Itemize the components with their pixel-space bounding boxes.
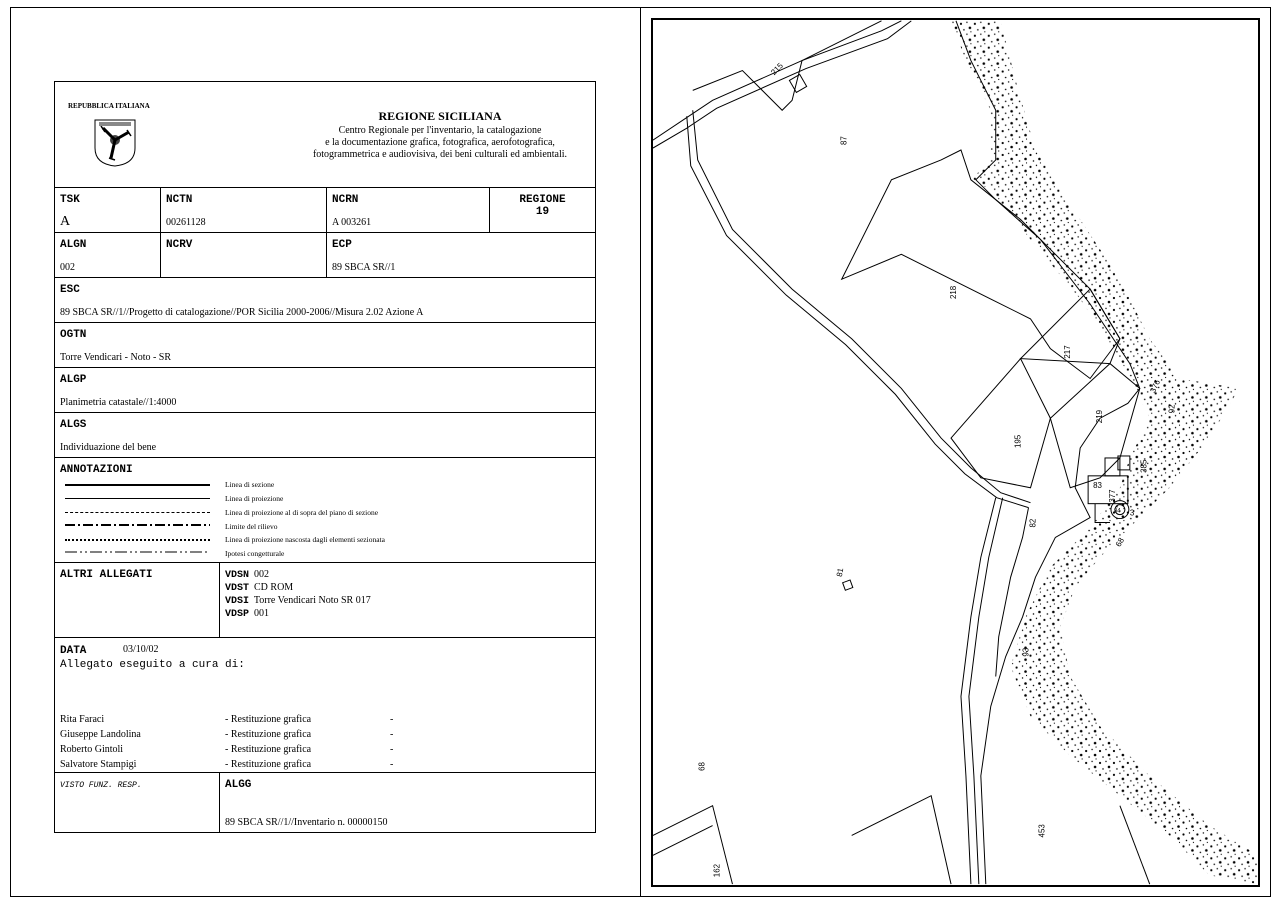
legend-line-above [65, 512, 210, 513]
algp-label: ALGP [60, 374, 87, 386]
person-row [60, 712, 590, 727]
person-name: Giuseppe Landolina [60, 729, 141, 740]
map-label: 162 [712, 863, 722, 878]
region-title: REGIONE SICILIANA [378, 109, 502, 123]
algn-label: ALGN [60, 239, 87, 251]
visto-cell [55, 773, 219, 833]
map-label: 68 [697, 762, 707, 771]
legend-line-projection [65, 498, 210, 499]
map-label: 82 [1028, 518, 1038, 528]
parcel-162-line [653, 826, 713, 856]
person-dash: - [390, 714, 394, 725]
road-top [653, 21, 901, 140]
nctn-label: NCTN [166, 194, 193, 206]
legend-text-6: Ipotesi congetturale [225, 549, 285, 558]
field-tsk [55, 188, 160, 232]
card-header [55, 82, 595, 188]
person-name: Rita Faraci [60, 714, 105, 725]
person-role: - Restituzione grafica [225, 744, 312, 755]
map-label: 93 [1021, 647, 1031, 657]
field-ncrn [326, 188, 489, 232]
sicily-emblem-icon [93, 118, 137, 168]
parcel-195 [951, 359, 1050, 488]
road-south-2 [969, 498, 1003, 884]
row-allegati [55, 563, 595, 638]
header-subtitle-2: e la documentazione grafica, fotografica, aerofotografica, [325, 137, 555, 148]
road-main [693, 110, 1031, 502]
legend-text-1: Linea di sezione [225, 480, 275, 489]
algs-label: ALGS [60, 419, 87, 431]
annotazioni-label: ANNOTAZIONI [60, 464, 133, 476]
map-label: 92 [1167, 404, 1177, 414]
header-subtitle-3: fotogrammetrica e audiovisiva, dei beni culturali ed ambientali. [312, 149, 568, 160]
regione-label: REGIONE [519, 194, 566, 206]
map-label: 217 [1063, 345, 1073, 359]
person-role: - Restituzione grafica [225, 729, 312, 740]
map-label: 453 [1037, 824, 1047, 838]
field-algn [55, 233, 160, 277]
field-ecp [326, 233, 595, 277]
person-name: Roberto Gintoli [60, 744, 124, 755]
parcel-453-right [1120, 806, 1150, 884]
algg-cell [219, 773, 595, 833]
map-label: 215 [769, 61, 785, 77]
map-label: 83 [1093, 480, 1102, 490]
legend-line-hypothesis [65, 550, 210, 554]
visto-label: VISTO FUNZ. RESP. [60, 781, 142, 790]
structure-81 [843, 580, 853, 590]
nctn-value: 00261128 [166, 217, 206, 228]
person-row [60, 727, 590, 742]
map-label: 68 [1113, 536, 1127, 549]
tsk-label: TSK [60, 194, 80, 206]
person-dash: - [390, 729, 394, 740]
row-annotazioni [55, 458, 595, 563]
curato-label: Allegato eseguito a cura di: [60, 659, 245, 671]
person-row [60, 757, 590, 772]
legend-line-section [65, 484, 210, 486]
map-label: 84 [1113, 508, 1121, 515]
legend-line-hidden [65, 539, 210, 541]
map-label: 87 [839, 136, 849, 146]
esc-value: 89 SBCA SR//1//Progetto di catalogazione//POR Sicilia 2000-2006//Misura 2.02 Azione A [60, 307, 424, 318]
ecp-value: 89 SBCA SR//1 [332, 262, 396, 273]
parcel-453-edge [852, 796, 951, 884]
legend-line-limit [65, 523, 210, 527]
row-algs [55, 413, 595, 458]
map-label: 385 [1139, 459, 1149, 473]
map-label: 3 [1129, 508, 1135, 518]
allegato-vdsi: VDSI Torre Vendicari Noto SR 017 [225, 595, 371, 607]
data-label: DATA [60, 645, 87, 657]
row-algp [55, 368, 595, 413]
ncrv-label: NCRV [166, 239, 193, 251]
allegato-vdsn: VDSN 002 [225, 569, 270, 581]
map-label: 81 [834, 567, 846, 578]
catalog-card [54, 81, 596, 833]
person-dash: - [390, 759, 394, 770]
person-dash: - [390, 744, 394, 755]
legend-text-4: Limite del rilievo [225, 522, 278, 531]
ogtn-value: Torre Vendicari - Noto - SR [60, 352, 172, 363]
field-ncrv [160, 233, 326, 277]
algg-label: ALGG [225, 779, 252, 791]
map-label: 376 [1148, 378, 1163, 395]
allegati-label: ALTRI ALLEGATI [60, 569, 153, 581]
ncrn-label: NCRN [332, 194, 359, 206]
allegato-vdsp: VDSP 001 [225, 608, 270, 620]
map-label: 377 [1107, 489, 1117, 503]
map-label: 218 [948, 285, 958, 300]
row-ogtn [55, 323, 595, 368]
allegato-vdst: VDST CD ROM [225, 582, 294, 594]
row-tsk [55, 188, 595, 233]
allegati-right [219, 563, 595, 637]
republic-label: REPUBBLICA ITALIANA [68, 102, 150, 110]
regione-value: 19 [535, 206, 550, 218]
map-label: 219 [1095, 409, 1105, 424]
header-subtitle-1: Centro Regionale per l'inventario, la catalogazione [338, 125, 542, 136]
algp-value: Planimetria catastale//1:4000 [60, 397, 177, 408]
allegati-left [55, 563, 219, 637]
field-nctn [160, 188, 326, 232]
person-name: Salvatore Stampigi [60, 759, 137, 770]
legend-text-2: Linea di proiezione [225, 494, 284, 503]
ecp-label: ECP [332, 239, 352, 251]
road-top-2 [653, 21, 911, 148]
algs-value: Individuazione del bene [60, 442, 157, 453]
algn-value: 002 [60, 262, 75, 273]
ogtn-label: OGTN [60, 329, 87, 341]
person-role: - Restituzione grafica [225, 759, 312, 770]
cadastral-map [651, 18, 1260, 887]
road-south [961, 498, 996, 884]
row-algn [55, 233, 595, 278]
map-label: 195 [1013, 434, 1023, 449]
legend-text-3: Linea di proiezione al di sopra del piano di sezione [225, 508, 379, 517]
person-row [60, 742, 590, 757]
algg-value: 89 SBCA SR//1//Inventario n. 00000150 [225, 817, 388, 828]
page-divider [640, 7, 641, 897]
rocky-shore [948, 21, 1258, 884]
legend-text-5: Linea di proiezione nascosta dagli elementi sezionata [225, 535, 385, 544]
data-date: 03/10/02 [123, 644, 159, 655]
row-footer [55, 773, 595, 833]
person-role: - Restituzione grafica [225, 714, 312, 725]
field-regione [489, 188, 595, 232]
row-esc [55, 278, 595, 323]
ncrn-value: A 003261 [332, 217, 372, 228]
esc-label: ESC [60, 284, 80, 296]
row-data [55, 638, 595, 773]
tsk-value: A [60, 214, 71, 229]
